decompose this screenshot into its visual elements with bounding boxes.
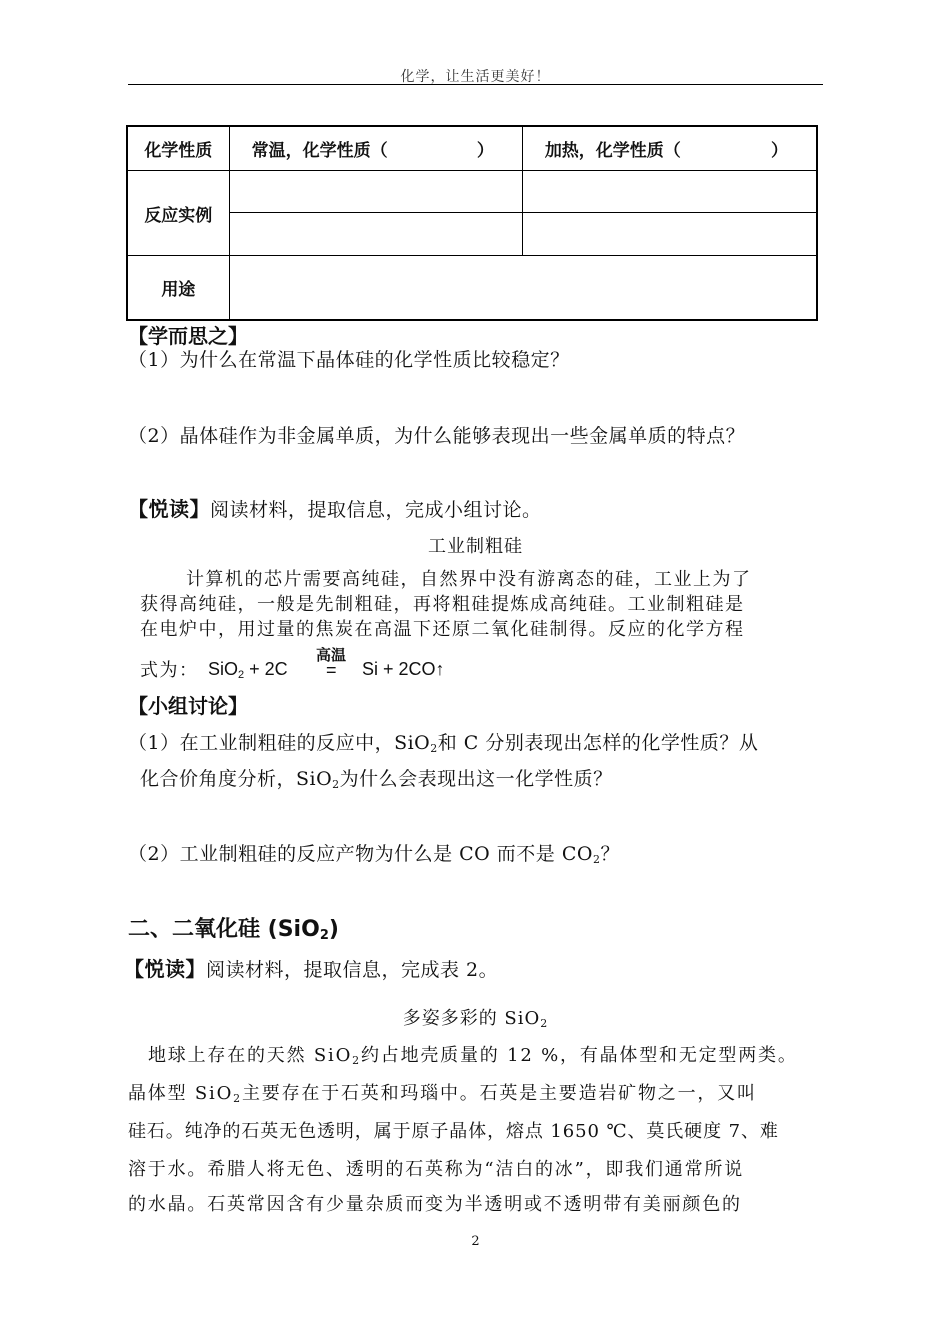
think-question-1: （1）为什么在常温下晶体硅的化学性质比较稳定？ (128, 349, 570, 371)
paragraph-line: 在电炉中，用过量的焦炭在高温下还原二氧化硅制得。反应的化学方程 (140, 619, 745, 640)
normal-temp-label: 常温，化学性质（ (251, 141, 388, 161)
table-row (127, 171, 817, 213)
table-cell-blank[interactable] (522, 213, 817, 256)
discussion-question-1: （1）在工业制粗硅的反应中，SiO$_2$和 C 分别表现出怎样的化学性质？从 (128, 732, 759, 755)
properties-table (126, 125, 818, 321)
table-cell-blank[interactable] (229, 213, 522, 256)
page-number: 2 (471, 1234, 480, 1249)
paragraph-line: 硅石。纯净的石英无色透明，属于原子晶体，熔点 1650 ℃、莫氏硬度 7、难 (128, 1121, 779, 1142)
equation-sign: = (326, 660, 337, 680)
table-cell-blank[interactable] (522, 171, 817, 213)
article2-title: 多姿多彩的 SiO$_2$ (402, 1008, 549, 1030)
table-cell-blank[interactable] (229, 171, 522, 213)
think-question-2: （2）晶体硅作为非金属单质，为什么能够表现出一些金属单质的特点？ (128, 425, 746, 447)
reading2-intro: 阅读材料，提取信息，完成表 2。 (206, 959, 499, 981)
equation-left: SiO$_2$ + 2C (208, 659, 288, 681)
table-row (127, 126, 817, 171)
header-rule (128, 84, 823, 85)
equation-condition: 高温 (316, 646, 347, 664)
table-cell-label: 化学性质 (127, 126, 229, 171)
paragraph-line: 溶于水。希腊人将无色、透明的石英称为“洁白的冰”，即我们通常所说 (128, 1159, 745, 1180)
paragraph-line: 的水晶。石英常因含有少量杂质而变为半透明或不透明带有美丽颜色的 (128, 1194, 742, 1215)
think-heading: 【学而思之】 (128, 324, 248, 348)
page-header: 化学，让生活更美好！ (400, 69, 551, 85)
heating-label: 加热，化学性质（ (544, 141, 681, 161)
paragraph-line: 计算机的芯片需要高纯硅，自然界中没有游离态的硅，工业上为了 (186, 569, 752, 590)
reading-intro: 阅读材料，提取信息，完成小组讨论。 (210, 499, 542, 521)
close-paren: ） (771, 141, 788, 161)
reading-intro-line (128, 493, 542, 522)
discussion-question-2: （2）工业制粗硅的反应产物为什么是 CO 而不是 $CO_2$？ (128, 843, 620, 866)
reading-heading: 【悦读】 (128, 497, 210, 521)
paragraph-line: 获得高纯硅，一般是先制粗硅，再将粗硅提炼成高纯硅。工业制粗硅是 (140, 594, 745, 615)
reading2-intro-line (124, 953, 498, 982)
table-cell-label: 用途 (127, 256, 229, 321)
table-cell-blank[interactable] (229, 256, 817, 321)
section-title: 二、二氧化硅 (SiO$_2$) (128, 917, 339, 943)
close-paren: ） (476, 141, 494, 161)
table-cell-label: 反应实例 (127, 171, 229, 256)
table-cell-heating[interactable] (522, 126, 817, 171)
table-row (127, 256, 817, 321)
equation-right: Si + 2CO↑ (362, 659, 445, 679)
discussion-question-1-cont: 化合价角度分析，SiO$_2$为什么会表现出这一化学性质？ (140, 768, 613, 791)
reading2-heading: 【悦读】 (124, 957, 206, 981)
article-title: 工业制粗硅 (428, 536, 523, 557)
paragraph-line: 地球上存在的天然 SiO$_2$约占地壳质量的 12 %，有晶体型和无定型两类。 (148, 1045, 798, 1067)
table-row (127, 213, 817, 256)
equation-prefix: 式为： (140, 660, 199, 681)
paragraph-line: 晶体型 SiO$_2$主要存在于石英和玛瑙中。石英是主要造岩矿物之一，又叫 (128, 1083, 757, 1105)
discussion-heading: 【小组讨论】 (128, 694, 248, 718)
table-cell-normal-temp[interactable] (229, 126, 522, 171)
